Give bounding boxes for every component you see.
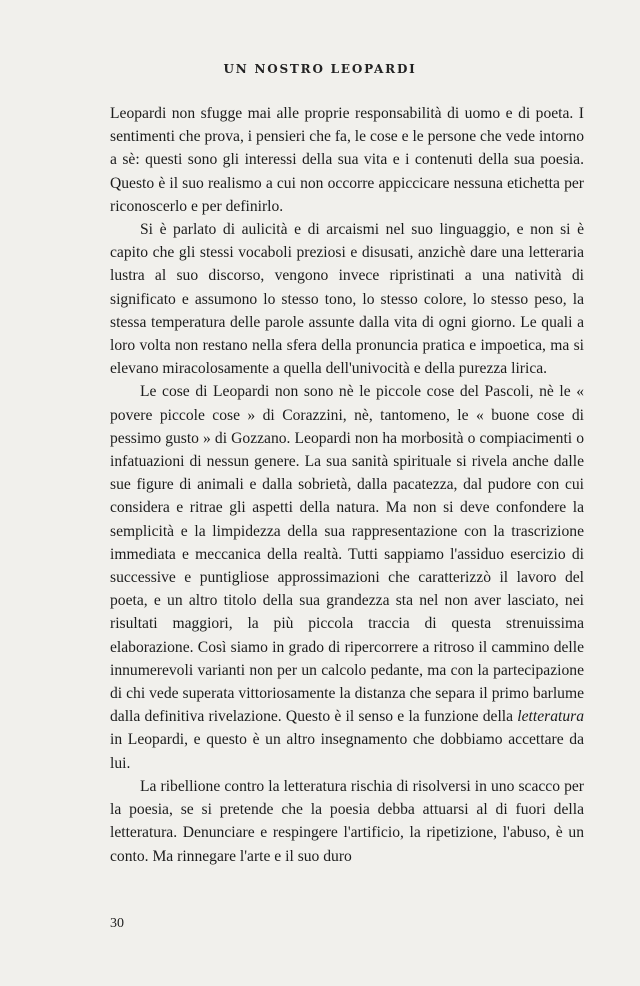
paragraph-4: La ribellione contro la letteratura rischia di risolversi in uno scacco per la poesia, se si pretende che la poesia debba attuarsi al di fuori della letteratura. Denunciare e respingere l'artificio, la ripetizione, l'abuso, è un conto. Ma rinnegare l'arte e il suo duro	[110, 777, 584, 865]
italic-term: letteratura	[517, 708, 584, 726]
running-head: UN NOSTRO LEOPARDI	[223, 62, 417, 76]
paragraph-3-text: Le cose di Leopardi non sono nè le piccole cose del Pascoli, nè le « povere piccole cose » di Corazzini, nè, tantomeno, le « buone cose di pessimo gusto » di Gozzano. Leopardi non ha morbosità o compiacimenti o infatuazioni di nessun genere. La sua sanità spirituale si rivela anche dalle sue figure di animali e dalla sobrietà, dalla pacatezza, dal pudore con cui considera e ritrae gli aspetti della natura. Ma non si deve confondere la semplicità e la limpidezza della sua rappresentazione con la trascrizione immediata e meccanica della realtà. Tutti sappiamo l'assiduo esercizio di successive e puntigliose approssimazioni che caratterizzò il lavoro del poeta, e un altro titolo della sua grandezza sta nel non aver lasciato, nei risultati maggiori, la più piccola traccia di questa strenuissima elaborazione. Così siamo in grado di ripercorrere a ritroso il cammino delle innumerevoli varianti non per un calcolo pedante, ma con la partecipazione di chi vede superata vittoriosamente la distanza che separa il primo barlume dalla definitiva rivelazione. Questo è il senso e la funzione della	[110, 383, 584, 726]
paragraph-3	[110, 380, 584, 774]
paragraph-3-text-after: in Leopardi, e questo è un altro insegnamento che dobbiamo accettare da lui.	[110, 731, 584, 772]
paragraph-2: Si è parlato di aulicità e di arcaismi nel suo linguaggio, e non si è capito che gli stessi vocaboli preziosi e disusati, anzichè dare una letteraria lustra al suo discorso, vengono invece ripristinati a una natività di significato e assumono lo stesso tono, lo stesso colore, lo stesso peso, la stessa temperatura delle parole assunte dalla vita di ogni giorno. Le quali a loro volta non restano nella sfera della pronuncia pratica e impoetica, ma si elevano miracolosamente a quella dell'univocità e della purezza lirica.	[110, 221, 584, 378]
body-text	[110, 102, 584, 868]
paragraph-1: Leopardi non sfugge mai alle proprie responsabilità di uomo e di poeta. I sentimenti che prova, i pensieri che fa, le cose e le persone che vede intorno a sè: questi sono gli interessi della sua vita e i contenuti della sua poesia. Questo è il suo realismo a cui non occorre appiccicare nessuna etichetta per riconoscerlo e per definirlo.	[110, 105, 584, 215]
page-number: 30	[110, 916, 124, 931]
